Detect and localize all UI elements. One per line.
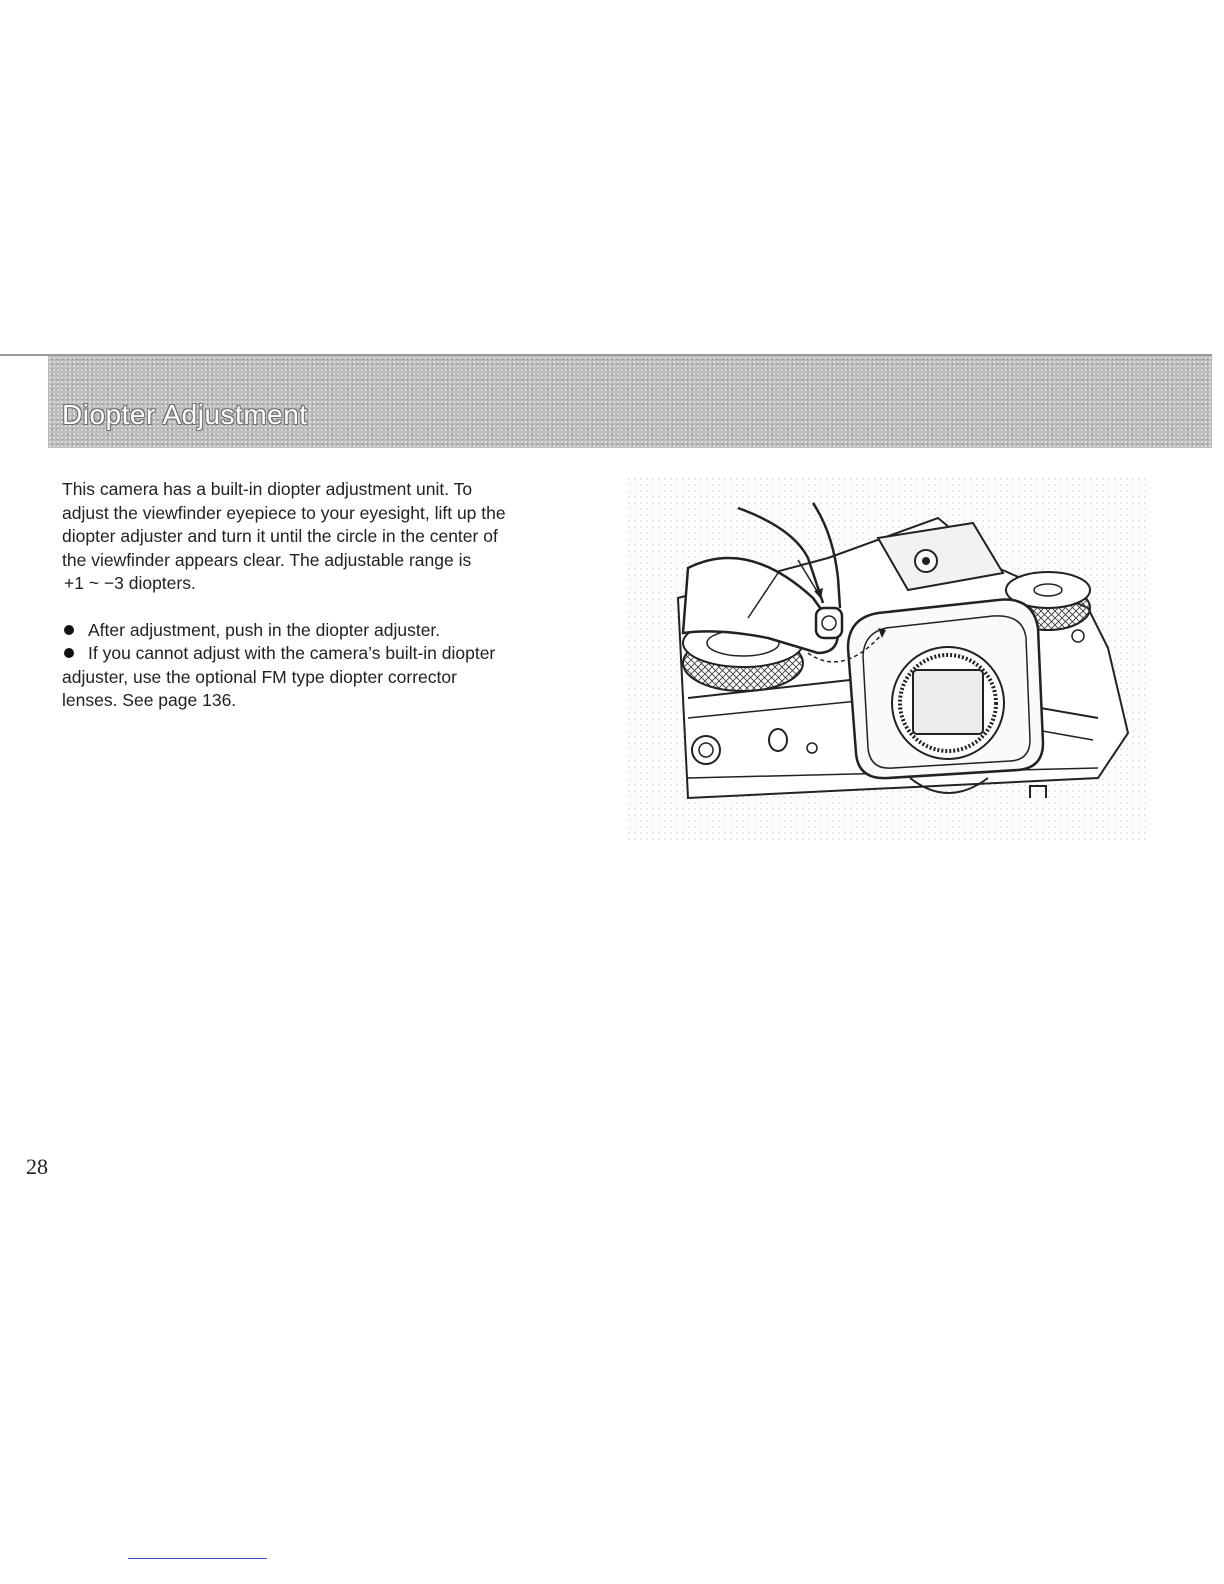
intro-paragraph bbox=[62, 478, 592, 596]
bullet-item bbox=[62, 642, 592, 666]
camera-diopter-illustration bbox=[628, 478, 1148, 840]
paragraph-line: +1 ~ −3 diopters. bbox=[64, 573, 196, 593]
bullet-text: After adjustment, push in the diopter adjuster. bbox=[88, 619, 441, 640]
body-text bbox=[62, 478, 592, 713]
paragraph-line: adjust the viewfinder eyepiece to your eyesight, lift up the bbox=[62, 502, 506, 523]
paragraph-line: the viewfinder appears clear. The adjustable range is bbox=[62, 549, 472, 570]
section-title: Diopter Adjustment bbox=[62, 399, 308, 430]
bullet-continuation: adjuster, use the optional FM type diopter corrector bbox=[62, 666, 457, 687]
bullet-text: If you cannot adjust with the camera’s built-in diopter bbox=[88, 643, 496, 663]
bullet-continuation: lenses. See page 136. bbox=[62, 690, 237, 710]
bullet-icon bbox=[64, 648, 74, 658]
bullet-item bbox=[62, 619, 592, 643]
paragraph-line: diopter adjuster and turn it until the circle in the center of bbox=[62, 526, 498, 546]
page-number: 28 bbox=[26, 1154, 48, 1179]
bullet-icon bbox=[64, 625, 74, 635]
bottom-rule bbox=[128, 1558, 267, 1559]
paragraph-line: This camera has a built-in diopter adjustment unit. To bbox=[62, 479, 473, 499]
